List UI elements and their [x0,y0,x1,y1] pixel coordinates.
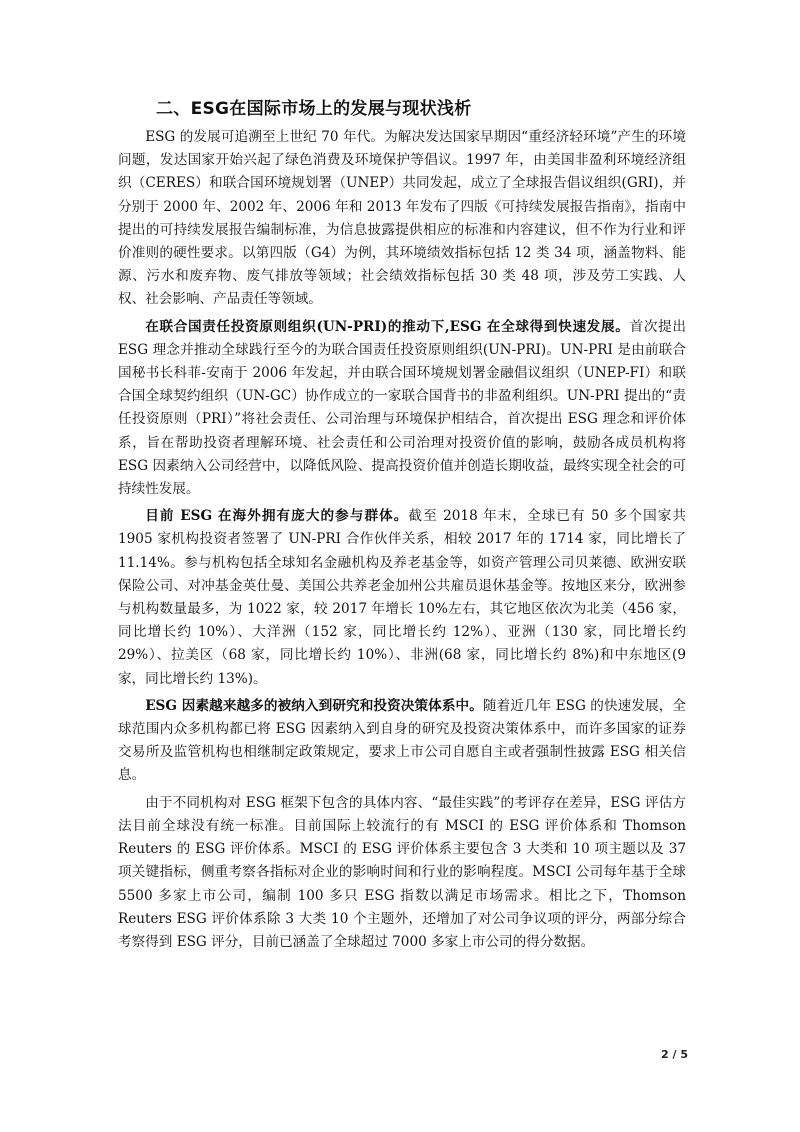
paragraph-esg-origin [118,126,686,312]
paragraph-text: 截至 2018 年末，全球已有 50 多个国家共 1905 家机构投资者签署了 UN-PRI 合作伙伴关系，相较 2017 年的 1714 家，同比增长了 11.14%。参与机构包括全球知名金融机构及养老基金等，如资产管理公司贝莱德、欧洲安联保险公司、对冲基金英仕曼、美国公共养老金加州公共雇员退休基金等。按地区来分，欧洲参与机构数量最多，为 1022 家，较 2017 年增长 10%左右，其它地区依次为北美（456 家，同比增长约 10%）、大洋洲（152 家，同比增长约 12%）、亚洲（130 家，同比增长约 29%）、拉美区（68 家，同比增长约 10%）、非洲(68 家，同比增长约 8%)和中东地区(9 家，同比增长约 13%)。 [118,508,686,687]
section-title: 二、ESG在国际市场上的发展与现状浅析 [156,99,472,119]
paragraph-research-integration [118,695,686,788]
paragraph-participants [118,505,686,691]
paragraph-un-pri [118,316,686,502]
paragraph-text: ESG 的发展可追溯至上世纪 70 年代。为解决发达国家早期因“重经济轻环境”产生的环境问题，发达国家开始兴起了绿色消费及环境保护等倡议。1997 年，由美国非盈利环境经济组织（CERES）和联合国环境规划署（UNEP）共同发起，成立了全球报告倡议组织(GRI)，并分别于 2000 年、2002 年、2006 年和 2013 年发布了四版《可持续发展报告指南》，指南中提出的可持续发展报告编制标准，为信息披露提供相应的标准和内容建议，但不作为行业和评价准则的硬性要求。以第四版（G4）为例，其环境绩效指标包括 12 类 34 项，涵盖物料、能源、污水和废弃物、废气排放等领域；社会绩效指标包括 30 类 48 项，涉及劳工实践、人权、社会影响、产品责任等领域。 [118,129,686,308]
paragraph-lead: 目前 ESG 在海外拥有庞大的参与群体。 [145,508,409,525]
paragraph-text: 首次提出 ESG 理念并推动全球践行至今的为联合国责任投资原则组织(UN-PRI)。UN-PRI 是由前联合国秘书长科菲-安南于 2006 年发起，并由联合国环境规划署金融倡议组织（UNEP-FI）和联合国全球契约组织（UN-GC）协作成立的一家联合国背书的非盈利组织。UN-PRI 提出的“责任投资原则（PRI）”将社会责任、公司治理与环境保护相结合，首次提出 ESG 理念和评价体系，旨在帮助投资者理解环境、社会责任和公司治理对投资价值的影响，鼓励各成员机构将 ESG 因素纳入公司经营中，以降低风险、提高投资价值并创造长期收益，最终实现全社会的可持续性发展。 [118,318,686,498]
paragraph-text: 由于不同机构对 ESG 框架下包含的具体内容、“最佳实践”的考评存在差异，ESG 评估方法目前全球没有统一标准。目前国际上较流行的有 MSCI 的 ESG 评价体系和 Thomson Reuters 的 ESG 评价体系。MSCI 的 ESG 评价体系主要包含 3 大类和 10 项主题以及 37 项关键指标，侧重考察各指标对企业的影响时间和行业的影响程度。MSCI 公司每年基于全球 5500 多家上市公司，编制 100 多只 ESG 指数以满足市场需求。相比之下，Thomson Reuters ESG 评价体系除 3 大类 10 个主题外，还增加了对公司争议项的评分，两部分综合考察得到 ESG 评分，目前已涵盖了全球超过 7000 多家上市公司的得分数据。 [118,794,686,950]
paragraph-text: 随着近几年 ESG 的快速发展，全球范围内众多机构都已将 ESG 因素纳入到自身的研究及投资决策体系中，而许多国家的证券交易所及监管机构也相继制定政策规定，要求上市公司自愿自主或者强制性披露 ESG 相关信息。 [118,697,686,784]
paragraph-lead: ESG 因素越来越多的被纳入到研究和投资决策体系中。 [145,697,483,714]
paragraph-lead: 在联合国责任投资原则组织(UN-PRI)的推动下,ESG 在全球得到快速发展。 [145,318,630,335]
page-number: 2 / 5 [661,1048,688,1061]
paragraph-evaluation-methods [118,792,686,954]
document-body [118,96,686,958]
